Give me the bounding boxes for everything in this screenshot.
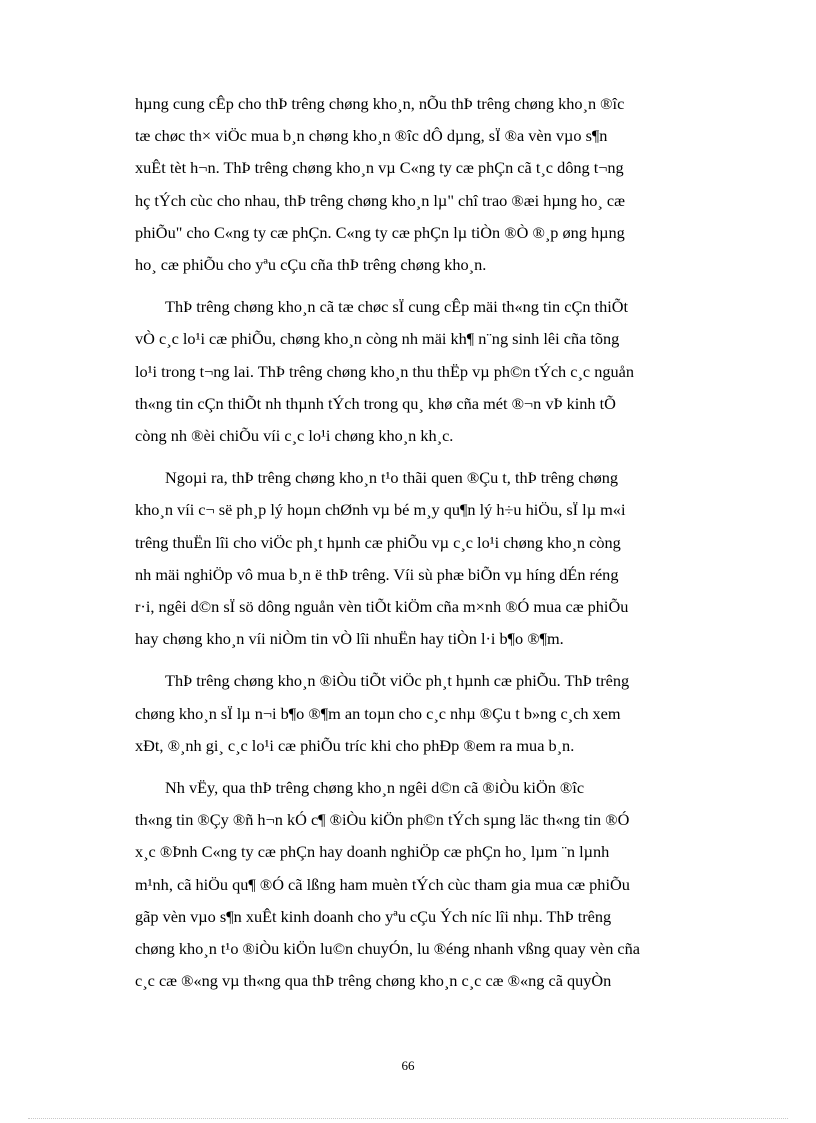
text-line: còng nh ®èi chiÕu víi c¸c lo¹i chøng kho¸n kh¸c. xyxy=(135,426,454,446)
text-line: th«ng tin ®Çy ®ñ h¬n kÓ c¶ ®iÒu kiÖn ph©n tÝch sµng läc th«ng tin ®Ó xyxy=(135,810,630,830)
text-line: phiÕu" cho C«ng ty cæ phÇn. C«ng ty cæ phÇn lµ tiÒn ®Ò ®¸p øng hµng xyxy=(135,222,625,242)
page-bottom-divider xyxy=(28,1118,788,1119)
text-line: ThÞ trêng chøng kho¸n ®iÒu tiÕt viÖc ph¸t hµnh cæ phiÕu. ThÞ trêng xyxy=(165,671,630,691)
page-number: 66 xyxy=(401,1058,415,1073)
text-line: xuÊt tèt h¬n. ThÞ trêng chøng kho¸n vµ C«ng ty cæ phÇn cã t¸c dông t¬ng xyxy=(135,158,624,178)
text-line: chøng kho¸n sÏ lµ n¬i b¶o ®¶m an toµn cho c¸c nhµ ®Çu t b»ng c¸ch xem xyxy=(135,703,621,723)
text-line: nh mäi nghiÖp vô mua b¸n ë thÞ trêng. Víi sù phæ biÕn vµ híng dÉn réng xyxy=(135,564,619,584)
text-line: gãp vèn vµo s¶n xuÊt kinh doanh cho yªu cÇu Ých níc lîi nhµ. ThÞ trêng xyxy=(135,906,612,926)
text-line: chøng kho¸n t¹o ®iÒu kiÖn lu©n chuyÓn, lu ®éng nhanh vßng quay vèn cña xyxy=(135,939,641,959)
text-line: hay chøng kho¸n víi niÒm tin vÒ lîi nhuËn hay tiÒn l·i b¶o ®¶m. xyxy=(135,629,564,649)
text-line: ho¸ cæ phiÕu cho yªu cÇu cña thÞ trêng chøng kho¸n. xyxy=(135,255,487,275)
paragraph-5 xyxy=(135,772,740,997)
text-line: xÐt, ®¸nh gi¸ c¸c lo¹i cæ phiÕu tríc khi cho phÐp ®em ra mua b¸n. xyxy=(135,735,575,755)
text-line: x¸c ®Þnh C«ng ty cæ phÇn hay doanh nghiÖp cæ phÇn ho¸ lµm ¨n lµnh xyxy=(135,842,610,862)
paragraph-4 xyxy=(135,665,740,762)
text-line: th«ng tin cÇn thiÕt nh thµnh tÝch trong qu¸ khø cña mét ®¬n vÞ kinh tÕ xyxy=(135,393,616,413)
text-line: trêng thuËn lîi cho viÖc ph¸t hµnh cæ phiÕu vµ c¸c lo¹i chøng kho¸n còng xyxy=(135,532,621,552)
text-line: c¸c cæ ®«ng vµ th«ng qua thÞ trêng chøng kho¸n c¸c cæ ®«ng cã quyÒn xyxy=(135,971,612,991)
text-line: ThÞ trêng chøng kho¸n cã tæ chøc sÏ cung cÊp mäi th«ng tin cÇn thiÕt xyxy=(165,297,629,317)
text-line: r·i, ngêi d©n sÏ sö dông nguån vèn tiÕt kiÖm cña m×nh ®Ó mua cæ phiÕu xyxy=(135,597,629,617)
paragraph-1 xyxy=(135,88,740,281)
text-line: m¹nh, cã hiÖu qu¶ ®Ó cã lßng ham muèn tÝch cùc tham gia mua cæ phiÕu xyxy=(135,874,630,894)
text-line: vÒ c¸c lo¹i cæ phiÕu, chøng kho¸n còng nh mäi kh¶ n¨ng sinh lêi cña tõng xyxy=(135,329,620,349)
text-line: kho¸n víi c¬ së ph¸p lý hoµn chØnh vµ bé m¸y qu¶n lý h÷u hiÖu, sÏ lµ m«i xyxy=(135,500,626,520)
text-line: Nh vËy, qua thÞ trêng chøng kho¸n ngêi d©n cã ®iÒu kiÖn ®îc xyxy=(165,778,585,798)
paragraph-3 xyxy=(135,462,740,655)
text-line: hç tÝch cùc cho nhau, thÞ trêng chøng kho¸n lµ" chî trao ®æi hµng ho¸ cæ xyxy=(135,190,625,210)
document-body xyxy=(135,88,740,1007)
paragraph-2 xyxy=(135,291,740,452)
text-line: tæ chøc th× viÖc mua b¸n chøng kho¸n ®îc dÔ dµng, sÏ ®a vèn vµo s¶n xyxy=(135,126,608,146)
text-line: Ngoµi ra, thÞ trêng chøng kho¸n t¹o thãi quen ®Çu t, thÞ trêng chøng xyxy=(165,468,619,488)
text-line: hµng cung cÊp cho thÞ trêng chøng kho¸n, nÕu thÞ trêng chøng kho¸n ®îc xyxy=(135,94,625,113)
text-line: lo¹i trong t¬ng lai. ThÞ trêng chøng kho¸n thu thËp vµ ph©n tÝch c¸c nguån xyxy=(135,361,635,381)
